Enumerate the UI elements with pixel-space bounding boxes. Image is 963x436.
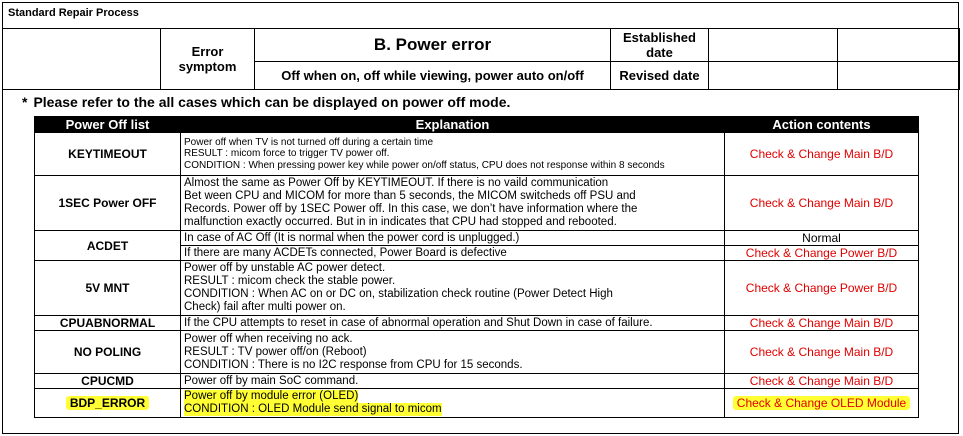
row-action: Check & Change Main B/D (725, 374, 919, 389)
row-name: KEYTIMEOUT (35, 133, 181, 176)
revised-date-value (709, 62, 838, 90)
row-explanation: Power off when TV is not turned off during a certain time RESULT : micom force to trigger TV power off. CONDITION : When pressing power key while power on/off status, CPU does not response within 8 seconds (181, 133, 725, 176)
revised-extra-cell (838, 62, 960, 90)
header-blank-cell (3, 29, 161, 90)
revised-date-label: Revised date (611, 62, 709, 90)
table-row (35, 331, 919, 374)
error-title: B. Power error (255, 29, 611, 62)
row-explanation: In case of AC Off (It is normal when the power cord is unplugged.) (181, 231, 725, 246)
row-action: Check & Change Power B/D (725, 246, 919, 261)
row-action: Check & Change Power B/D (725, 261, 919, 316)
row-name: NO POLING (35, 331, 181, 374)
row-name: 1SEC Power OFF (35, 176, 181, 231)
row-name: CPUABNORMAL (35, 316, 181, 331)
error-description: Off when on, off while viewing, power auto on/off (255, 62, 611, 90)
table-row (35, 231, 919, 246)
row-explanation: Almost the same as Power Off by KEYTIMEOUT. If there is no vaild communication Bet ween CPU and MICOM for more than 5 seconds, the MICOM switcheds off PSU and Records. Power off by 1SEC Power off. In this case, we don’t have information where the malfunction exactly occurred. But in in indicates that CPU had stopped and rebooted. (181, 176, 725, 231)
table-row (35, 389, 919, 418)
col-header-action-contents: Action contents (725, 117, 919, 133)
established-date-value (709, 29, 838, 62)
row-action: Check & Change Main B/D (725, 331, 919, 374)
table-row (35, 176, 919, 231)
row-action: Normal (725, 231, 919, 246)
established-extra-cell (838, 29, 960, 62)
row-name: ACDET (35, 231, 181, 261)
row-explanation: Power off by module error (OLED) CONDITION : OLED Module send signal to micom (181, 389, 725, 418)
row-explanation: If the CPU attempts to reset in case of abnormal operation and Shut Down in case of failure. (181, 316, 725, 331)
table-row (35, 261, 919, 316)
row-explanation: Power off by unstable AC power detect. RESULT : micom check the stable power. CONDITION : When AC on or DC on, stabilization check routine (Power Detect High Check) fail after multi power on. (181, 261, 725, 316)
power-off-note (22, 94, 510, 110)
table-row (35, 316, 919, 331)
row-explanation: If there are many ACDETs connected, Power Board is defective (181, 246, 725, 261)
note-text: Please refer to the all cases which can be displayed on power off mode. (33, 94, 511, 110)
established-date-label: Established date (611, 29, 709, 62)
table-row (35, 374, 919, 389)
row-name-cell (35, 389, 181, 418)
row-explanation: Power off when receiving no ack. RESULT : TV power off/on (Reboot) CONDITION : There is no I2C response from CPU for 15 seconds. (181, 331, 725, 374)
document-title: Standard Repair Process (8, 7, 139, 19)
row-action-cell (725, 389, 919, 418)
col-header-explanation: Explanation (181, 117, 725, 133)
row-name: BDP_ERROR (66, 396, 149, 410)
error-symptom-label: Error symptom (161, 29, 255, 90)
row-action: Check & Change Main B/D (725, 133, 919, 176)
row-explanation: Power off by main SoC command. (181, 374, 725, 389)
col-header-power-off-list: Power Off list (35, 117, 181, 133)
row-action: Check & Change Main B/D (725, 176, 919, 231)
row-action: Check & Change OLED Module (733, 396, 910, 410)
power-off-table (34, 116, 919, 418)
header-table (2, 28, 960, 90)
row-name: 5V MNT (35, 261, 181, 316)
note-star: * (22, 94, 28, 110)
row-name: CPUCMD (35, 374, 181, 389)
table-row (35, 133, 919, 176)
row-action: Check & Change Main B/D (725, 316, 919, 331)
